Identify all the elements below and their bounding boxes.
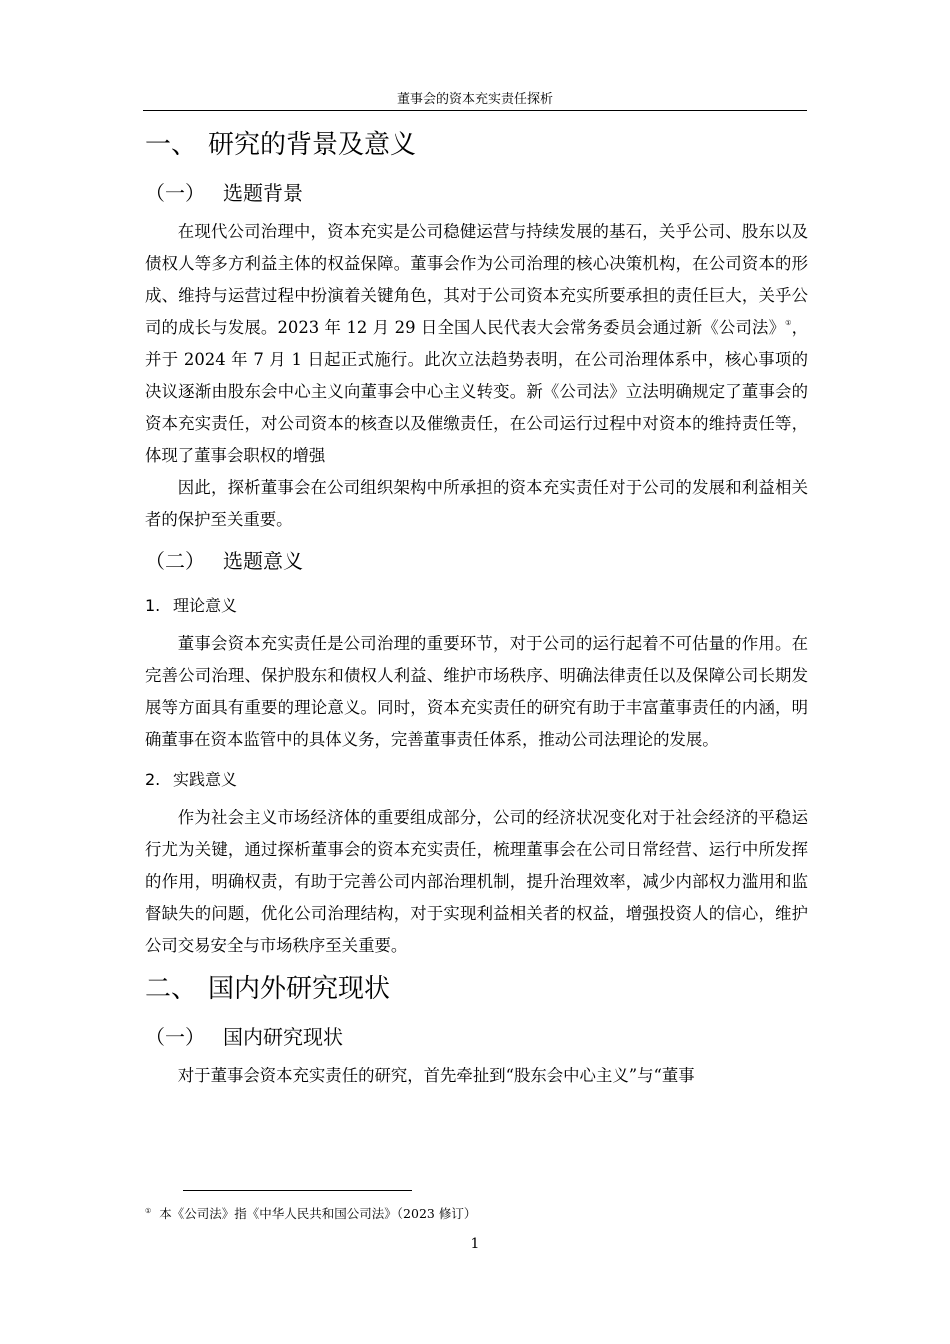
- section-1-heading: [145, 120, 808, 170]
- footnote-reference[interactable]: ①: [785, 319, 792, 327]
- item-1-title: 理论意义: [173, 596, 238, 615]
- subsection-2-1-heading: [145, 1014, 808, 1060]
- paragraph-background-2: 因此，探析董事会在公司组织架构中所承担的资本充实责任对于公司的发展和利益相关者的保护至关重要。: [145, 478, 808, 529]
- item-2-number: 2.: [145, 770, 161, 789]
- item-2-heading: [145, 758, 808, 802]
- subsection-1-2-heading: [145, 538, 808, 584]
- subsection-2-1-title: 国内研究现状: [223, 1025, 343, 1049]
- subsection-1-1-number: （一）: [145, 181, 205, 205]
- paragraph-practice: 作为社会主义市场经济体的重要组成部分，公司的经济状况变化对于社会经济的平稳运行尤为关键，通过探析董事会的资本充实责任，梳理董事会在公司日常经营、运行中所发挥的作用，明确权责，有助于完善公司内部治理机制，提升治理效率，减少内部权力滥用和监督缺失的问题，优化公司治理结构，对于实现利益相关者的权益，增强投资人的信心，维护公司交易安全与市场秩序至关重要。: [145, 808, 808, 955]
- footnote-text: 本《公司法》指《中华人民共和国公司法》（2023 修订）: [159, 1206, 477, 1221]
- paragraph-domestic-research: 对于董事会资本充实责任的研究，首先牵扯到“股东会中心主义”与“董事: [177, 1066, 695, 1085]
- paragraph-theory: 董事会资本充实责任是公司治理的重要环节，对于公司的运行起着不可估量的作用。在完善公司治理、保护股东和债权人利益、维护市场秩序、明确法律责任以及保障公司长期发展等方面具有重要的理论意义。同时，资本充实责任的研究有助于丰富董事责任的内涵，明确董事在资本监管中的具体义务，完善董事责任体系，推动公司法理论的发展。: [145, 634, 808, 749]
- section-1-number: 一、: [145, 130, 198, 160]
- page-body: [145, 120, 808, 1092]
- header-rule: [143, 110, 807, 111]
- footnote-separator: [183, 1190, 412, 1191]
- item-2-title: 实践意义: [173, 770, 238, 789]
- section-2-title: 国内外研究现状: [208, 974, 391, 1004]
- page-number: 1: [470, 1236, 480, 1252]
- paragraph-background-1: [145, 216, 808, 472]
- section-2-heading: [145, 964, 808, 1014]
- section-1-title: 研究的背景及意义: [208, 130, 417, 160]
- subsection-2-1-number: （一）: [145, 1025, 205, 1049]
- subsection-1-2-title: 选题意义: [223, 549, 303, 573]
- subsection-1-1-title: 选题背景: [223, 181, 303, 205]
- footnote: [145, 1201, 805, 1224]
- paragraph-background-1-part-b: ，并于 2024 年 7 月 1 日起正式施行。此次立法趋势表明，在公司治理体系中，核心事项的决议逐渐由股东会中心主义向董事会中心主义转变。新《公司法》立法明确规定了董事会的资本充实责任，对公司资本的核查以及催缴责任，在公司运行过程中对资本的维持责任等，体现了董事会职权的增强: [145, 318, 808, 465]
- running-header: 董事会的资本充实责任探析: [396, 92, 553, 107]
- item-1-number: 1.: [145, 596, 161, 615]
- subsection-1-2-number: （二）: [145, 549, 205, 573]
- item-1-heading: [145, 584, 808, 628]
- subsection-1-1-heading: [145, 170, 808, 216]
- section-2-number: 二、: [145, 974, 198, 1004]
- paragraph-background-1-part-a: 在现代公司治理中，资本充实是公司稳健运营与持续发展的基石，关乎公司、股东以及债权人等多方利益主体的权益保障。董事会作为公司治理的核心决策机构，在公司资本的形成、维持与运营过程中扮演着关键角色，其对于公司资本充实所要承担的责任巨大，关乎公司的成长与发展。2023 年 12 月 29 日全国人民代表大会常务委员会通过新《公司法》: [145, 222, 808, 337]
- footnote-mark: ①: [145, 1207, 152, 1215]
